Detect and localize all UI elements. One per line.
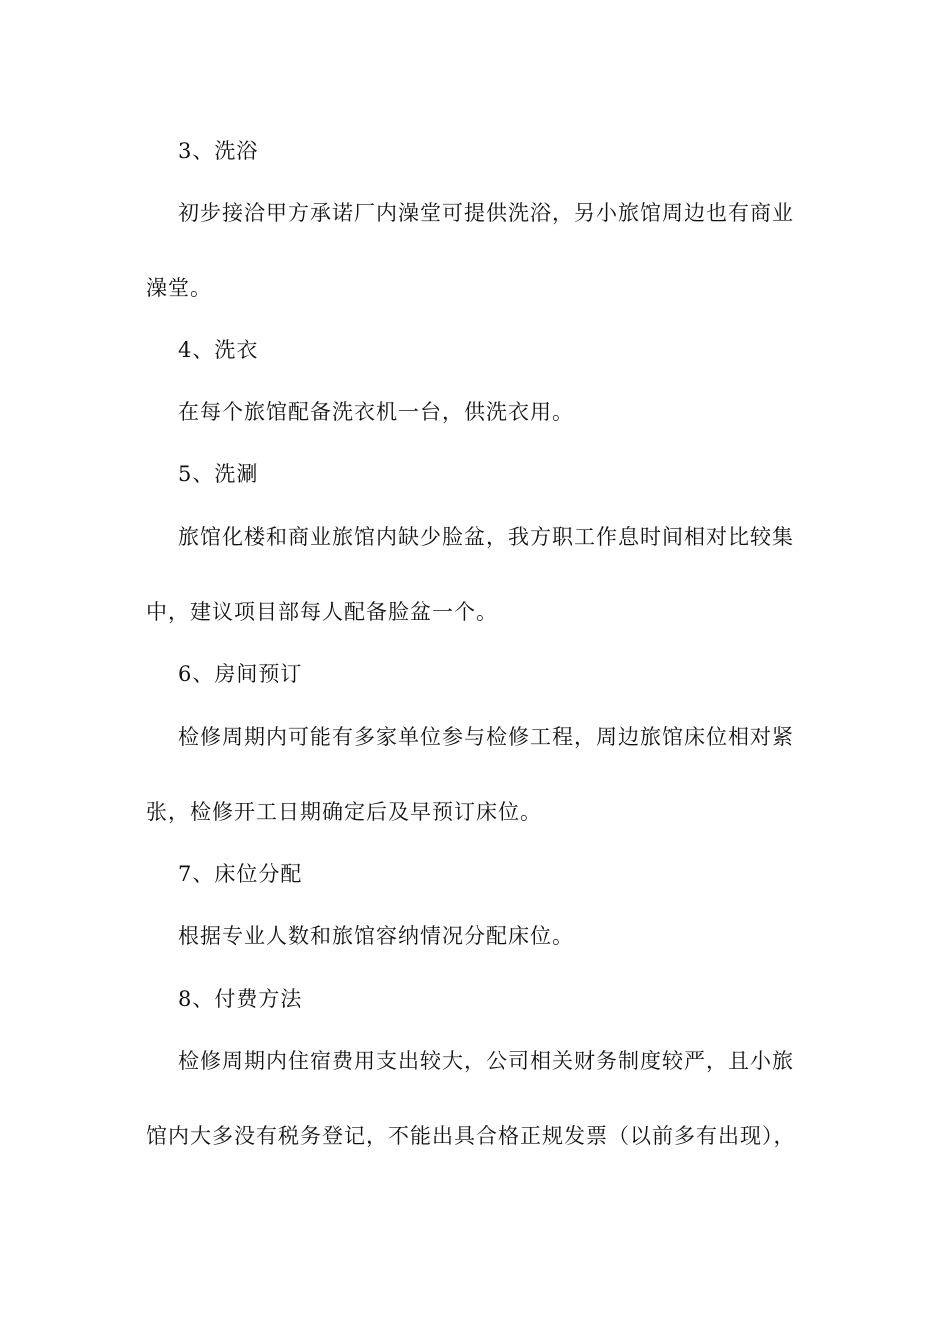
paragraph-line: 中，建议项目部每人配备脸盆一个。: [146, 600, 498, 624]
section-heading: 4、洗衣: [178, 338, 259, 362]
section-heading: 5、洗涮: [178, 462, 259, 486]
section-heading: 8、付费方法: [178, 987, 303, 1011]
paragraph-line: 张，检修开工日期确定后及早预订床位。: [146, 800, 542, 824]
paragraph-line: 检修周期内住宿费用支出较大，公司相关财务制度较严，且小旅: [178, 1049, 794, 1073]
paragraph-line: 初步接洽甲方承诺厂内澡堂可提供洗浴，另小旅馆周边也有商业: [178, 201, 794, 225]
section-heading: 6、房间预订: [178, 662, 303, 686]
paragraph-line: 在每个旅馆配备洗衣机一台，供洗衣用。: [178, 400, 574, 424]
paragraph-line: 旅馆化楼和商业旅馆内缺少脸盆，我方职工作息时间相对比较集: [178, 525, 794, 549]
paragraph-line: 馆内大多没有税务登记，不能出具合格正规发票（以前多有出现），: [146, 1124, 796, 1148]
section-heading: 7、床位分配: [178, 862, 303, 886]
paragraph-line: 检修周期内可能有多家单位参与检修工程，周边旅馆床位相对紧: [178, 725, 794, 749]
paragraph-line: 根据专业人数和旅馆容纳情况分配床位。: [178, 924, 574, 948]
paragraph-line: 澡堂。: [146, 276, 212, 300]
section-heading: 3、洗浴: [178, 139, 259, 163]
